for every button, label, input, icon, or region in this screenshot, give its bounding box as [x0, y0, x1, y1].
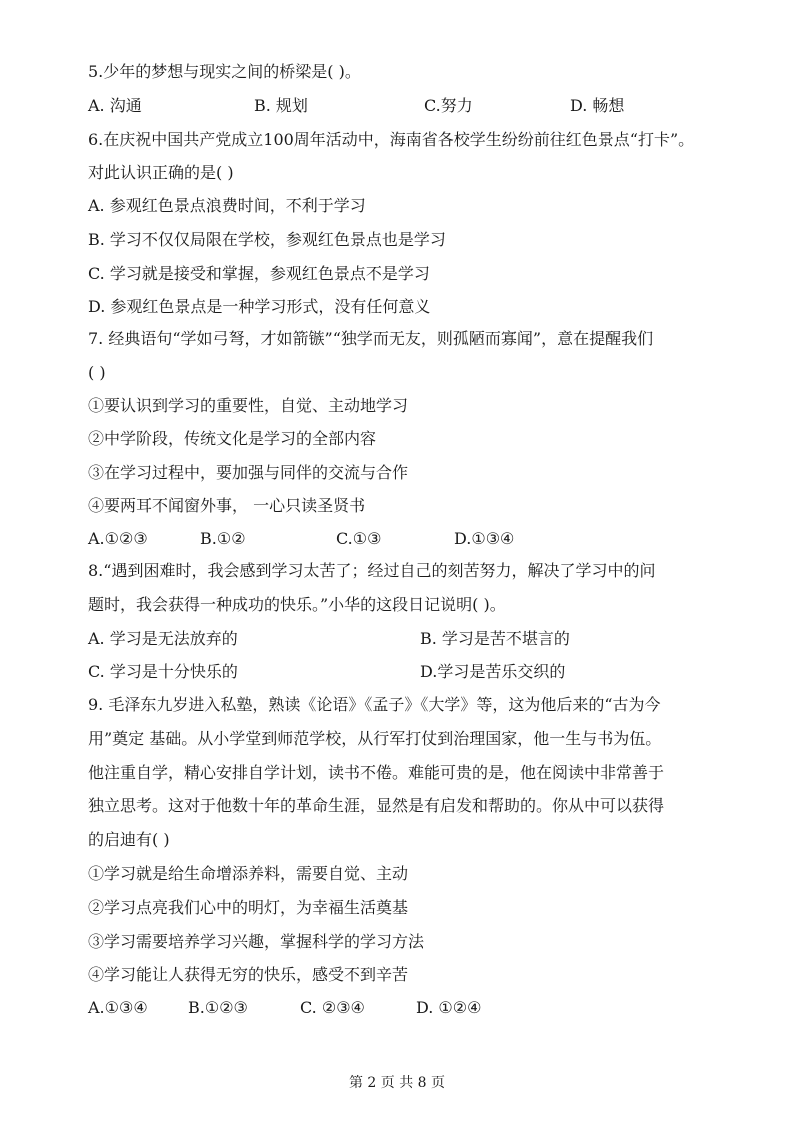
question-9-stem-line2: 用”奠定 基础。从小学堂到师范学校，从行军打仗到治理国家，他一生与书为伍。	[88, 729, 662, 748]
question-6-option-c: C. 学习就是接受和掌握，参观红色景点不是学习	[88, 264, 430, 283]
question-7-statement-4: ④要两耳不闻窗外事， 一心只读圣贤书	[88, 496, 366, 515]
question-8-option-a: A. 学习是无法放弃的	[88, 629, 238, 648]
question-6-option-b: B. 学习不仅仅局限在学校，参观红色景点也是学习	[88, 230, 446, 249]
question-9-statement-2: ②学习点亮我们心中的明灯，为幸福生活奠基	[88, 898, 409, 917]
question-9-option-b: B.①②③	[188, 998, 248, 1017]
question-8-stem-line2: 题时，我会获得一种成功的快乐。”小华的这段日记说明( )。	[88, 595, 506, 614]
question-5-option-a: A. 沟通	[88, 96, 142, 115]
question-8-option-d: D.学习是苦乐交织的	[420, 662, 566, 681]
question-7-statement-1: ①要认识到学习的重要性，自觉、主动地学习	[88, 396, 409, 415]
question-6-stem-line2: 对此认识正确的是( )	[88, 163, 234, 182]
question-7-option-b: B.①②	[200, 529, 246, 548]
question-7-option-d: D.①③④	[454, 529, 515, 548]
question-9-stem-line3: 他注重自学，精心安排自学计划，读书不倦。难能可贵的是，他在阅读中非常善于	[88, 763, 665, 782]
question-5-option-c: C.努力	[424, 96, 473, 115]
question-7-option-c: C.①③	[336, 529, 382, 548]
question-9-stem-line5: 的启迪有( )	[88, 830, 170, 849]
question-7-statement-2: ②中学阶段，传统文化是学习的全部内容	[88, 429, 377, 448]
question-5-option-d: D. 畅想	[570, 96, 625, 115]
question-9-stem-line1: 9. 毛泽东九岁进入私塾，熟读《论语》《孟子》《大学》等，这为他后来的“古为今	[88, 695, 661, 714]
page-number-footer: 第 2 页 共 8 页	[348, 1075, 446, 1091]
question-9-stem-line4: 独立思考。这对于他数十年的革命生涯，显然是有启发和帮助的。你从中可以获得	[88, 796, 665, 815]
question-7-statement-3: ③在学习过程中，要加强与同伴的交流与合作	[88, 463, 409, 482]
question-7-option-a: A.①②③	[88, 529, 148, 548]
question-5-stem: 5.少年的梦想与现实之间的桥梁是( )。	[88, 62, 361, 81]
question-9-statement-4: ④学习能让人获得无穷的快乐，感受不到辛苦	[88, 965, 409, 984]
question-6-option-a: A. 参观红色景点浪费时间，不利于学习	[88, 196, 366, 215]
question-8-option-b: B. 学习是苦不堪言的	[420, 629, 570, 648]
question-6-stem-line1: 6.在庆祝中国共产党成立100周年活动中，海南省各校学生纷纷前往红色景点“打卡”。	[88, 130, 695, 149]
question-7-stem-line2: ( )	[88, 363, 106, 382]
question-8-stem-line1: 8.“遇到困难时，我会感到学习太苦了；经过自己的刻苦努力，解决了学习中的问	[88, 561, 656, 580]
question-9-option-c: C. ②③④	[300, 998, 365, 1017]
question-9-option-d: D. ①②④	[416, 998, 482, 1017]
question-6-option-d: D. 参观红色景点是一种学习形式，没有任何意义	[88, 297, 431, 316]
question-9-statement-3: ③学习需要培养学习兴趣，掌握科学的学习方法	[88, 932, 425, 951]
question-9-statement-1: ①学习就是给生命增添养料，需要自觉、主动	[88, 864, 409, 883]
question-5-option-b: B. 规划	[254, 96, 308, 115]
question-7-stem-line1: 7. 经典语句“学如弓弩，才如箭镞”“独学而无友，则孤陋而寡闻”，意在提醒我们	[88, 329, 654, 348]
question-9-option-a: A.①③④	[88, 998, 148, 1017]
question-8-option-c: C. 学习是十分快乐的	[88, 662, 238, 681]
